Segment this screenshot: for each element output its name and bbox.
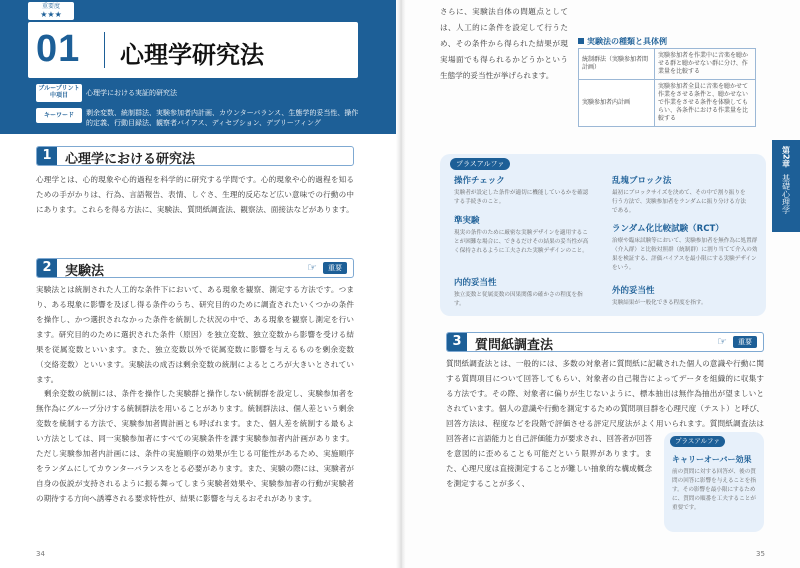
plus-item-heading: 準実験 — [454, 216, 480, 226]
pointing-hand-icon: ☞ — [717, 335, 727, 348]
section-title: 実験法 — [65, 264, 105, 279]
plus-item-desc: 最初にブロックサイズを決めて、その中で割り振りを行う方法で、実験参加者をランダムに振り分ける方法である。 — [612, 190, 746, 214]
plus-alpha-box-2 — [664, 432, 764, 532]
section-title: 質問紙調査法 — [475, 338, 554, 353]
plus-item-heading: 内的妥当性 — [454, 278, 497, 288]
plus-item — [612, 284, 748, 308]
section-header-2 — [36, 258, 354, 278]
section-header-1 — [36, 146, 354, 166]
paragraph-control: 剰余変数の統制には、条件を操作した実験群と操作しない統制群を設定し、実験参加者を無作為にグループ分けする統制群法を用いることがあります。統制群法は、個人差という剰余変数を統制する方法で、実験参加者間計画とも呼ばれます。また、個人差を統制する最もよい方法としては、同一実験参加者にすべての実験条件を課す実験参加者内計画があります。ただし実験参加者内計画には、条件の実施順序の効果が生じる可能性があるため、実施順序をランダムにしてカウンターバランスをとる必要があります。また、実験の際には、実験者が自身の仮説が支持されるように振る舞ってしまう実験者効果や、実験参加者の行動が実験者の期待する方向へ誘導される要求特性が、結果に影響を与えるおそれがあります。 — [36, 389, 354, 503]
table-title: 実験法の種類と具体例 — [578, 36, 667, 47]
important-tag: 重要 — [323, 262, 347, 274]
chapter-header-band — [0, 0, 400, 134]
plus-item-heading: キャリーオーバー効果 — [672, 455, 752, 464]
importance-stars: ★★★ — [40, 10, 62, 19]
section-number: 3 — [447, 333, 467, 351]
table-cell-example: 実験参加者を作業中に音楽を聴かせる群と聴かせない群に分け、作業量を比較する — [655, 49, 756, 80]
section-title: 心理学における研究法 — [65, 152, 196, 167]
table-cell-example: 実験参加者全員に音楽を聴かせて作業をさせる条件と、聴かせないで作業をさせる条件を体験してもらい、各条件における作業量を比較する — [655, 80, 756, 127]
plus-item — [612, 174, 748, 216]
plus-item — [612, 222, 758, 273]
plus-item-desc: 現実の条件のために厳密な実験デザインを適用することが困難な場合に、できるだけその結果の妥当性が高く保持されるように工夫された実験デザインのこと。 — [454, 230, 589, 254]
section-header-3 — [446, 332, 764, 352]
blueprint-text: 心理学における実証的研究法 — [86, 89, 177, 97]
paragraph-intro: 心理学とは、心的現象や心的過程を科学的に研究する学問です。心的現象や心的過程を知るための手がかりは、行為、言語報告、表情、しぐさ、生理的反応など広い意味での行動の中にあります。これらを得る方法に、実験法、質問紙調査法、観察法、面接法などがあります。 — [36, 175, 354, 214]
book-gutter — [396, 0, 406, 568]
plus-item-heading: 操作チェック — [454, 176, 505, 186]
important-tag: 重要 — [733, 336, 757, 348]
plus-item — [454, 276, 590, 309]
blueprint-label: ブループリント中項目 — [36, 84, 82, 102]
importance-label: 重要度 — [41, 3, 60, 10]
importance-badge — [28, 2, 74, 20]
chapter-title-box — [28, 22, 358, 78]
table-row — [579, 49, 756, 80]
chapter-side-tab — [772, 140, 800, 232]
plus-alpha-label: プラスアルファ — [670, 436, 725, 447]
plus-item-heading: 外的妥当性 — [612, 286, 655, 296]
paragraph-ecological-validity: さらに、実験法自体の問題点としては、人工的に条件を設定して行うため、その条件から得られた結果が現実場面でも得られるかどうかという生態学的妥当性が挙げられます。 — [440, 7, 568, 80]
table-cell-name: 統制群法（実験参加者間計画） — [579, 49, 655, 80]
section-number: 2 — [37, 259, 57, 277]
pointing-hand-icon: ☞ — [307, 261, 317, 274]
plus-item — [454, 214, 590, 256]
title-divider — [104, 32, 105, 68]
plus-alpha-label: プラスアルファ — [450, 158, 510, 170]
page-number-left: 34 — [36, 550, 45, 558]
keyword-list: 剰余変数、統制群法、実験参加者内計画、カウンターバランス、生態学的妥当性、操作的定義、行動目録法、観察者バイアス、ディセプション、デブリーフィング — [86, 109, 359, 127]
plus-item-desc: 実験者が設定した条件が適切に機能しているかを確認する手続きのこと。 — [454, 190, 589, 205]
plus-item-desc: 治療や臨床試験等において、実験参加者を無作為に処置群（介入群）と比較対照群（統制群）に割り当てて介入の効果を検証する、評価バイアスを最小限にする実験デザインをいう。 — [612, 238, 758, 271]
plus-item-desc: 前の質問に対する回答が、後の質問の回答に影響を与えることを指す。その影響を最小限にするために、質問の順番を工夫することが重要です。 — [672, 469, 756, 511]
plus-item-desc: 独立変数と従属変数の因果関係の確かさの程度を指す。 — [454, 292, 583, 307]
chapter-title: 心理学研究法 — [120, 41, 264, 69]
side-tab-chapter: 第2章 — [781, 146, 791, 168]
plus-item-heading: ランダム化比較試験（RCT） — [612, 224, 724, 234]
side-tab-subject: 基礎心理学 — [781, 173, 791, 214]
paragraph-experiment: 実験法とは統制された人工的な条件下において、ある現象を観察、測定する方法です。つまり、ある現象に影響を及ぼし得る条件のうち、研究目的のために調査されたいくつかの条件を操作し、かつ選択されなかった条件を統制した状況の中で、ある現象を観察し測定を行います。研究目的のために選択された条件（原因）を独立変数、独立変数から影響を受ける結果を従属変数といいます。また、独立変数以外で従属変数に影響を与えるものを剰余変数（交絡変数）といいます。実験法の成否は剰余変数の統制によるところが大きいとされています。 — [36, 285, 354, 384]
section-number: 1 — [37, 147, 57, 165]
experiment-types-table — [578, 48, 756, 127]
chapter-number: 01 — [36, 28, 81, 70]
table-cell-name: 実験参加者内計画 — [579, 80, 655, 127]
keyword-label: キーワード — [36, 108, 82, 123]
plus-alpha-box — [440, 154, 766, 316]
paragraph-questionnaire-text: 質問紙調査法とは、一般的には、多数の対象者に質問紙に記載された個人の意識や行動に関する質問項目について回答してもらい、対象者の自己報告によってデータを組織的に収集する方法です。その際、対象者に偏りが生じないように、標本抽出は無作為抽出が望ましいとされています。個人の意識や行動を測定するための質問項目群を心理尺度（テスト）と呼び、回答方法は、程度などを段階で評価させる評定尺度法がよく用いられます。質問紙調査法は回答者に言語能力と自己評価能力が要求され、回答者が回答を意図的に歪めることも可能だという限界があります。また、心理尺度は直接測定することが難しい抽象的な構成概念を測定することが多く、 — [446, 359, 764, 488]
table-row — [579, 80, 756, 127]
page-number-right: 35 — [756, 550, 765, 558]
plus-item-heading: 乱塊ブロック法 — [612, 176, 672, 186]
plus-item — [454, 174, 590, 207]
plus-item-desc: 実験結果が一般化できる程度を指す。 — [612, 300, 707, 306]
